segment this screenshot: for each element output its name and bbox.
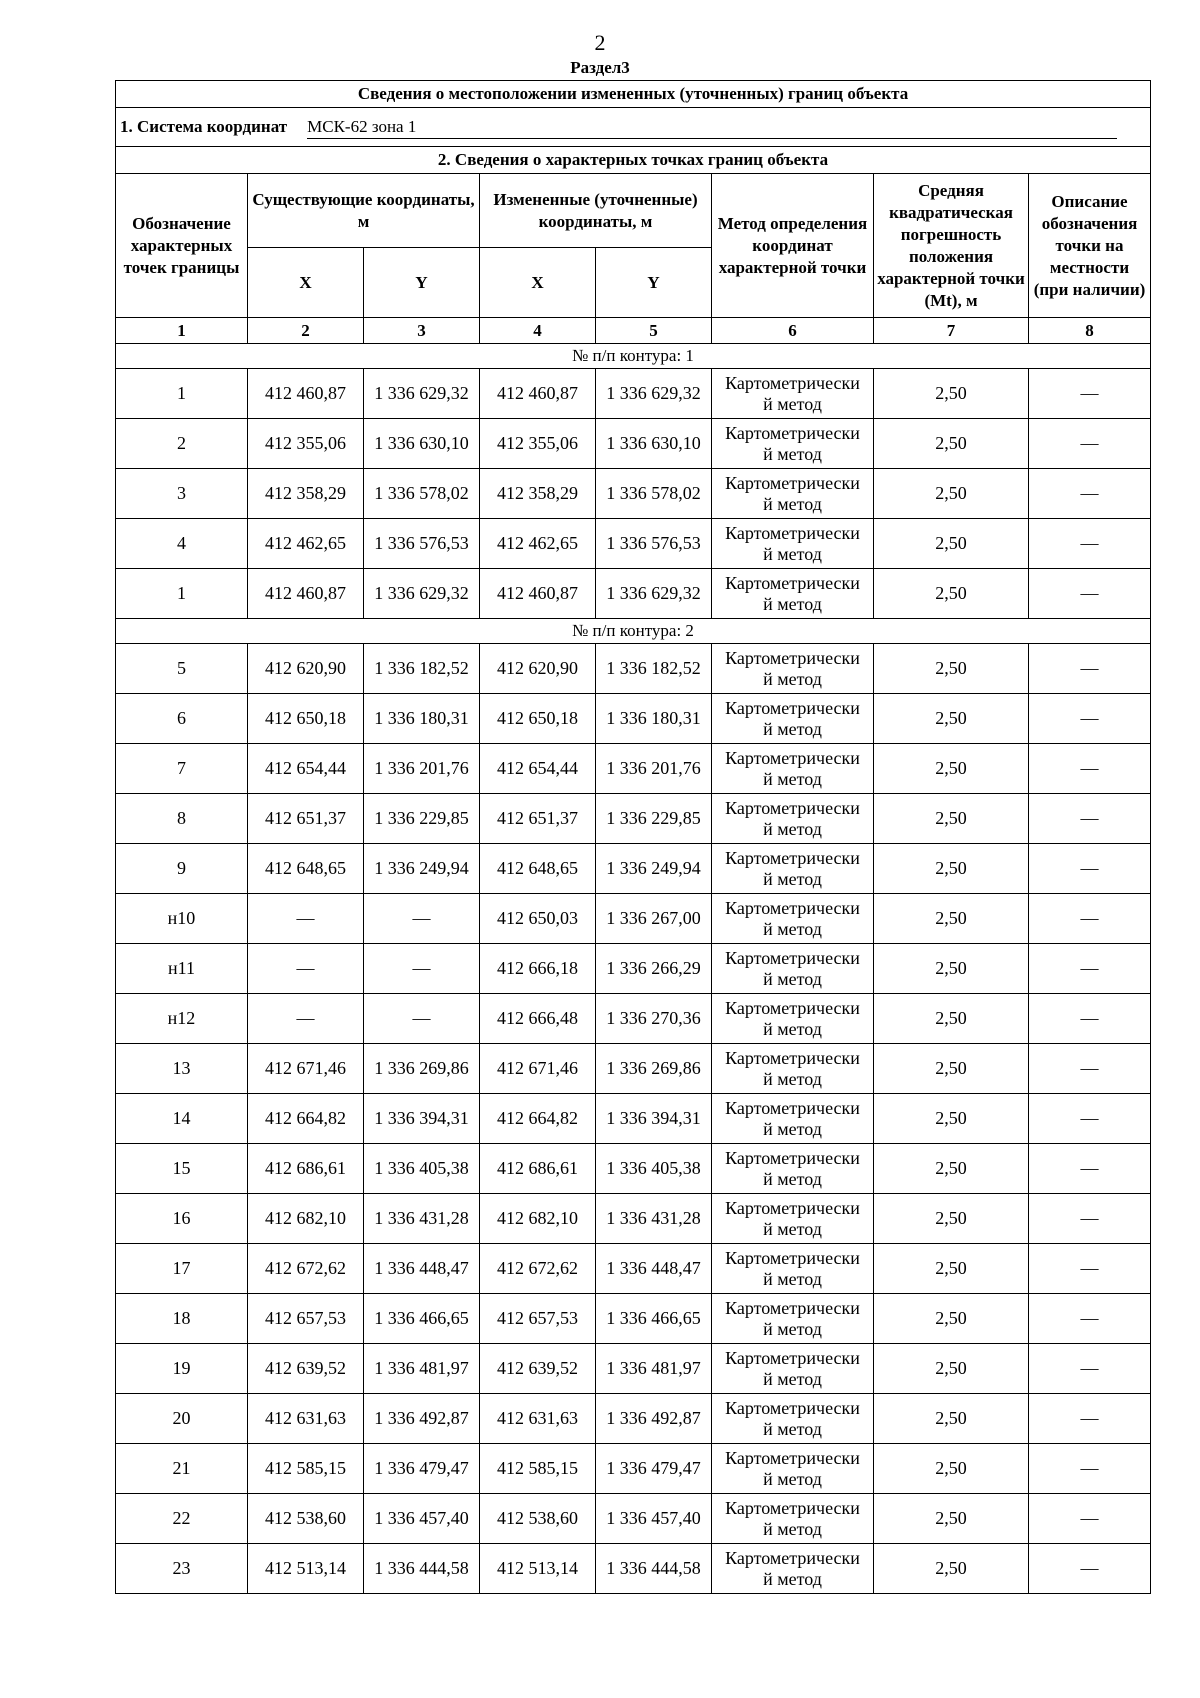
point-description: — xyxy=(1029,369,1151,419)
header-point-designation: Обозначение характерных точек границы xyxy=(116,174,248,318)
mean-error: 2,50 xyxy=(874,1194,1029,1244)
mean-error: 2,50 xyxy=(874,1144,1029,1194)
updated-y: 1 336 405,38 xyxy=(596,1144,712,1194)
column-number: 7 xyxy=(874,318,1029,344)
point-id: н12 xyxy=(116,994,248,1044)
mean-error: 2,50 xyxy=(874,1244,1029,1294)
point-id: н11 xyxy=(116,944,248,994)
point-id: н10 xyxy=(116,894,248,944)
method-cell xyxy=(712,894,874,944)
existing-y: 1 336 431,28 xyxy=(364,1194,480,1244)
table-row xyxy=(116,369,1151,419)
method-line-2: й метод xyxy=(763,668,822,689)
method-line-1: Картометрически xyxy=(725,422,860,443)
header-method: Метод определения координат характерной точки xyxy=(712,174,874,318)
method-cell xyxy=(712,369,874,419)
point-description: — xyxy=(1029,469,1151,519)
header-updated-y: Y xyxy=(596,248,712,318)
updated-y: 1 336 457,40 xyxy=(596,1494,712,1544)
method-line-1: Картометрически xyxy=(725,1497,860,1518)
updated-x: 412 666,18 xyxy=(480,944,596,994)
existing-x: 412 672,62 xyxy=(248,1244,364,1294)
existing-y: 1 336 180,31 xyxy=(364,694,480,744)
table-row xyxy=(116,944,1151,994)
mean-error: 2,50 xyxy=(874,994,1029,1044)
method-line-2: й метод xyxy=(763,1118,822,1139)
existing-y: 1 336 466,65 xyxy=(364,1294,480,1344)
method-line-1: Картометрически xyxy=(725,697,860,718)
existing-x: 412 462,65 xyxy=(248,519,364,569)
table-row xyxy=(116,644,1151,694)
method-line-2: й метод xyxy=(763,1268,822,1289)
method-line-1: Картометрически xyxy=(725,997,860,1018)
table-row xyxy=(116,844,1151,894)
method-line-1: Картометрически xyxy=(725,1397,860,1418)
mean-error: 2,50 xyxy=(874,1394,1029,1444)
method-cell xyxy=(712,1094,874,1144)
section-title: Раздел3 xyxy=(570,58,630,77)
method-line-1: Картометрически xyxy=(725,1197,860,1218)
existing-y: 1 336 269,86 xyxy=(364,1044,480,1094)
point-id: 17 xyxy=(116,1244,248,1294)
existing-y: 1 336 448,47 xyxy=(364,1244,480,1294)
point-description: — xyxy=(1029,694,1151,744)
method-line-2: й метод xyxy=(763,718,822,739)
point-id: 19 xyxy=(116,1344,248,1394)
method-line-2: й метод xyxy=(763,1518,822,1539)
method-line-1: Картометрически xyxy=(725,472,860,493)
existing-x: 412 460,87 xyxy=(248,369,364,419)
updated-x: 412 648,65 xyxy=(480,844,596,894)
method-cell xyxy=(712,694,874,744)
point-id: 8 xyxy=(116,794,248,844)
updated-x: 412 657,53 xyxy=(480,1294,596,1344)
point-id: 23 xyxy=(116,1544,248,1594)
updated-y: 1 336 229,85 xyxy=(596,794,712,844)
mean-error: 2,50 xyxy=(874,1444,1029,1494)
mean-error: 2,50 xyxy=(874,794,1029,844)
existing-y: 1 336 630,10 xyxy=(364,419,480,469)
point-id: 20 xyxy=(116,1394,248,1444)
method-line-1: Картометрически xyxy=(725,897,860,918)
point-description: — xyxy=(1029,794,1151,844)
updated-x: 412 513,14 xyxy=(480,1544,596,1594)
method-cell xyxy=(712,1044,874,1094)
mean-error: 2,50 xyxy=(874,1294,1029,1344)
point-description: — xyxy=(1029,519,1151,569)
page-number: 2 xyxy=(594,30,606,55)
updated-x: 412 672,62 xyxy=(480,1244,596,1294)
method-line-1: Картометрически xyxy=(725,847,860,868)
existing-y: — xyxy=(364,944,480,994)
method-line-2: й метод xyxy=(763,493,822,514)
point-description: — xyxy=(1029,1544,1151,1594)
point-description: — xyxy=(1029,994,1151,1044)
method-line-2: й метод xyxy=(763,1568,822,1589)
updated-y: 1 336 629,32 xyxy=(596,369,712,419)
point-description: — xyxy=(1029,844,1151,894)
updated-x: 412 682,10 xyxy=(480,1194,596,1244)
updated-y: 1 336 182,52 xyxy=(596,644,712,694)
mean-error: 2,50 xyxy=(874,844,1029,894)
point-description: — xyxy=(1029,1044,1151,1094)
mean-error: 2,50 xyxy=(874,569,1029,619)
point-description: — xyxy=(1029,419,1151,469)
method-cell xyxy=(712,1394,874,1444)
table-row xyxy=(116,469,1151,519)
method-line-1: Картометрически xyxy=(725,797,860,818)
method-line-2: й метод xyxy=(763,868,822,889)
updated-y: 1 336 394,31 xyxy=(596,1094,712,1144)
point-id: 16 xyxy=(116,1194,248,1244)
table-row xyxy=(116,994,1151,1044)
contour-header-row xyxy=(116,344,1151,369)
updated-x: 412 585,15 xyxy=(480,1444,596,1494)
point-id: 7 xyxy=(116,744,248,794)
updated-y: 1 336 630,10 xyxy=(596,419,712,469)
header-existing-coords: Существующие координаты, м xyxy=(248,174,480,248)
header-mean-error: Средняя квадратическая погрешность положения характерной точки (Mt), м xyxy=(874,174,1029,318)
table-row xyxy=(116,1044,1151,1094)
existing-y: 1 336 444,58 xyxy=(364,1544,480,1594)
existing-x: 412 585,15 xyxy=(248,1444,364,1494)
table-row xyxy=(116,1294,1151,1344)
point-id: 2 xyxy=(116,419,248,469)
existing-y: 1 336 394,31 xyxy=(364,1094,480,1144)
existing-y: 1 336 576,53 xyxy=(364,519,480,569)
header-existing-x: X xyxy=(248,248,364,318)
method-cell xyxy=(712,1344,874,1394)
table-row xyxy=(116,1194,1151,1244)
method-line-2: й метод xyxy=(763,593,822,614)
existing-x: 412 538,60 xyxy=(248,1494,364,1544)
existing-x: 412 460,87 xyxy=(248,569,364,619)
table-row xyxy=(116,1344,1151,1394)
method-cell xyxy=(712,1144,874,1194)
coord-system-value: МСК-62 зона 1 xyxy=(307,116,1117,139)
existing-x: 412 355,06 xyxy=(248,419,364,469)
method-line-2: й метод xyxy=(763,1218,822,1239)
updated-y: 1 336 492,87 xyxy=(596,1394,712,1444)
method-cell xyxy=(712,794,874,844)
method-line-1: Картометрически xyxy=(725,1297,860,1318)
updated-y: 1 336 249,94 xyxy=(596,844,712,894)
updated-y: 1 336 479,47 xyxy=(596,1444,712,1494)
updated-y: 1 336 576,53 xyxy=(596,519,712,569)
method-line-2: й метод xyxy=(763,443,822,464)
updated-x: 412 631,63 xyxy=(480,1394,596,1444)
mean-error: 2,50 xyxy=(874,1094,1029,1144)
updated-y: 1 336 444,58 xyxy=(596,1544,712,1594)
table-row xyxy=(116,794,1151,844)
method-cell xyxy=(712,1494,874,1544)
table-row xyxy=(116,744,1151,794)
point-id: 6 xyxy=(116,694,248,744)
point-description: — xyxy=(1029,944,1151,994)
method-cell xyxy=(712,519,874,569)
existing-x: 412 513,14 xyxy=(248,1544,364,1594)
method-cell xyxy=(712,994,874,1044)
method-line-1: Картометрически xyxy=(725,647,860,668)
mean-error: 2,50 xyxy=(874,1344,1029,1394)
updated-x: 412 686,61 xyxy=(480,1144,596,1194)
existing-x: 412 651,37 xyxy=(248,794,364,844)
point-id: 14 xyxy=(116,1094,248,1144)
mean-error: 2,50 xyxy=(874,744,1029,794)
updated-x: 412 538,60 xyxy=(480,1494,596,1544)
mean-error: 2,50 xyxy=(874,644,1029,694)
mean-error: 2,50 xyxy=(874,1494,1029,1544)
point-description: — xyxy=(1029,1144,1151,1194)
existing-x: 412 671,46 xyxy=(248,1044,364,1094)
points-title: 2. Сведения о характерных точках границ объекта xyxy=(116,147,1151,174)
contour-label: № п/п контура: 1 xyxy=(116,344,1151,369)
updated-x: 412 666,48 xyxy=(480,994,596,1044)
updated-y: 1 336 466,65 xyxy=(596,1294,712,1344)
method-line-1: Картометрически xyxy=(725,1547,860,1568)
method-line-1: Картометрически xyxy=(725,1047,860,1068)
method-line-1: Картометрически xyxy=(725,572,860,593)
point-id: 5 xyxy=(116,644,248,694)
method-cell xyxy=(712,469,874,519)
point-description: — xyxy=(1029,894,1151,944)
existing-x: 412 664,82 xyxy=(248,1094,364,1144)
table-row xyxy=(116,1544,1151,1594)
method-line-1: Картометрически xyxy=(725,947,860,968)
existing-x: 412 631,63 xyxy=(248,1394,364,1444)
mean-error: 2,50 xyxy=(874,519,1029,569)
point-id: 21 xyxy=(116,1444,248,1494)
contour-header-row xyxy=(116,619,1151,644)
existing-y: 1 336 249,94 xyxy=(364,844,480,894)
existing-x: 412 639,52 xyxy=(248,1344,364,1394)
point-id: 15 xyxy=(116,1144,248,1194)
method-line-1: Картометрически xyxy=(725,1097,860,1118)
point-id: 1 xyxy=(116,569,248,619)
method-cell xyxy=(712,844,874,894)
method-cell xyxy=(712,1294,874,1344)
method-line-1: Картометрически xyxy=(725,522,860,543)
existing-y: 1 336 479,47 xyxy=(364,1444,480,1494)
point-description: — xyxy=(1029,1194,1151,1244)
existing-y: 1 336 629,32 xyxy=(364,369,480,419)
updated-x: 412 460,87 xyxy=(480,569,596,619)
method-line-2: й метод xyxy=(763,1068,822,1089)
updated-y: 1 336 629,32 xyxy=(596,569,712,619)
method-cell xyxy=(712,1444,874,1494)
method-line-1: Картометрически xyxy=(725,372,860,393)
updated-x: 412 650,18 xyxy=(480,694,596,744)
point-description: — xyxy=(1029,1344,1151,1394)
header-existing-y: Y xyxy=(364,248,480,318)
table-row xyxy=(116,894,1151,944)
point-description: — xyxy=(1029,744,1151,794)
point-id: 13 xyxy=(116,1044,248,1094)
method-cell xyxy=(712,944,874,994)
method-line-2: й метод xyxy=(763,543,822,564)
method-line-1: Картометрически xyxy=(725,1347,860,1368)
point-id: 1 xyxy=(116,369,248,419)
header-updated-x: X xyxy=(480,248,596,318)
method-line-1: Картометрически xyxy=(725,1447,860,1468)
method-line-2: й метод xyxy=(763,1418,822,1439)
updated-y: 1 336 270,36 xyxy=(596,994,712,1044)
point-description: — xyxy=(1029,644,1151,694)
existing-x: — xyxy=(248,994,364,1044)
method-line-2: й метод xyxy=(763,968,822,989)
existing-y: 1 336 229,85 xyxy=(364,794,480,844)
updated-x: 412 462,65 xyxy=(480,519,596,569)
mean-error: 2,50 xyxy=(874,894,1029,944)
method-cell xyxy=(712,419,874,469)
mean-error: 2,50 xyxy=(874,1044,1029,1094)
existing-x: 412 654,44 xyxy=(248,744,364,794)
table-row xyxy=(116,569,1151,619)
header-description: Описание обозначения точки на местности (при наличии) xyxy=(1029,174,1151,318)
table-row xyxy=(116,1394,1151,1444)
method-line-1: Картометрически xyxy=(725,747,860,768)
mean-error: 2,50 xyxy=(874,419,1029,469)
existing-y: 1 336 405,38 xyxy=(364,1144,480,1194)
column-number: 6 xyxy=(712,318,874,344)
updated-x: 412 358,29 xyxy=(480,469,596,519)
point-description: — xyxy=(1029,1294,1151,1344)
existing-y: 1 336 481,97 xyxy=(364,1344,480,1394)
boundary-points-table xyxy=(115,80,1151,1594)
point-id: 4 xyxy=(116,519,248,569)
table-row xyxy=(116,694,1151,744)
coord-system-row xyxy=(116,108,1151,147)
method-line-2: й метод xyxy=(763,1468,822,1489)
updated-y: 1 336 201,76 xyxy=(596,744,712,794)
updated-y: 1 336 578,02 xyxy=(596,469,712,519)
method-line-2: й метод xyxy=(763,1018,822,1039)
header-updated-coords: Измененные (уточненные) координаты, м xyxy=(480,174,712,248)
updated-x: 412 620,90 xyxy=(480,644,596,694)
existing-x: 412 620,90 xyxy=(248,644,364,694)
table-row xyxy=(116,1494,1151,1544)
updated-x: 412 654,44 xyxy=(480,744,596,794)
method-line-2: й метод xyxy=(763,818,822,839)
point-description: — xyxy=(1029,1394,1151,1444)
column-number: 2 xyxy=(248,318,364,344)
point-id: 9 xyxy=(116,844,248,894)
method-cell xyxy=(712,1244,874,1294)
method-cell xyxy=(712,744,874,794)
method-cell xyxy=(712,569,874,619)
table-row xyxy=(116,519,1151,569)
point-description: — xyxy=(1029,569,1151,619)
existing-y: 1 336 182,52 xyxy=(364,644,480,694)
updated-y: 1 336 481,97 xyxy=(596,1344,712,1394)
updated-x: 412 355,06 xyxy=(480,419,596,469)
existing-y: 1 336 492,87 xyxy=(364,1394,480,1444)
updated-y: 1 336 267,00 xyxy=(596,894,712,944)
mean-error: 2,50 xyxy=(874,944,1029,994)
existing-x: 412 686,61 xyxy=(248,1144,364,1194)
existing-x: 412 657,53 xyxy=(248,1294,364,1344)
point-id: 18 xyxy=(116,1294,248,1344)
updated-y: 1 336 431,28 xyxy=(596,1194,712,1244)
existing-x: 412 650,18 xyxy=(248,694,364,744)
table-row xyxy=(116,1444,1151,1494)
existing-y: 1 336 201,76 xyxy=(364,744,480,794)
method-line-2: й метод xyxy=(763,1168,822,1189)
coord-system-label: 1. Система координат xyxy=(120,116,288,136)
point-description: — xyxy=(1029,1494,1151,1544)
updated-x: 412 651,37 xyxy=(480,794,596,844)
table-row xyxy=(116,1144,1151,1194)
table-row xyxy=(116,1244,1151,1294)
method-line-1: Картометрически xyxy=(725,1147,860,1168)
point-id: 22 xyxy=(116,1494,248,1544)
column-number: 8 xyxy=(1029,318,1151,344)
mean-error: 2,50 xyxy=(874,369,1029,419)
existing-x: — xyxy=(248,894,364,944)
method-line-2: й метод xyxy=(763,1318,822,1339)
updated-x: 412 671,46 xyxy=(480,1044,596,1094)
mean-error: 2,50 xyxy=(874,694,1029,744)
existing-y: 1 336 578,02 xyxy=(364,469,480,519)
table-row xyxy=(116,1094,1151,1144)
existing-y: — xyxy=(364,894,480,944)
method-line-2: й метод xyxy=(763,918,822,939)
column-number: 4 xyxy=(480,318,596,344)
point-description: — xyxy=(1029,1244,1151,1294)
existing-x: 412 648,65 xyxy=(248,844,364,894)
method-line-2: й метод xyxy=(763,393,822,414)
table-title: Сведения о местоположении измененных (уточненных) границ объекта xyxy=(116,81,1151,108)
method-cell xyxy=(712,644,874,694)
existing-x: 412 682,10 xyxy=(248,1194,364,1244)
existing-y: — xyxy=(364,994,480,1044)
table-row xyxy=(116,419,1151,469)
contour-label: № п/п контура: 2 xyxy=(116,619,1151,644)
method-line-1: Картометрически xyxy=(725,1247,860,1268)
existing-y: 1 336 629,32 xyxy=(364,569,480,619)
method-line-2: й метод xyxy=(763,1368,822,1389)
column-number: 5 xyxy=(596,318,712,344)
point-description: — xyxy=(1029,1444,1151,1494)
mean-error: 2,50 xyxy=(874,1544,1029,1594)
method-cell xyxy=(712,1194,874,1244)
column-number: 1 xyxy=(116,318,248,344)
method-cell xyxy=(712,1544,874,1594)
existing-x: 412 358,29 xyxy=(248,469,364,519)
updated-y: 1 336 269,86 xyxy=(596,1044,712,1094)
updated-x: 412 650,03 xyxy=(480,894,596,944)
updated-y: 1 336 180,31 xyxy=(596,694,712,744)
updated-x: 412 460,87 xyxy=(480,369,596,419)
existing-y: 1 336 457,40 xyxy=(364,1494,480,1544)
column-number: 3 xyxy=(364,318,480,344)
updated-y: 1 336 448,47 xyxy=(596,1244,712,1294)
updated-y: 1 336 266,29 xyxy=(596,944,712,994)
method-line-2: й метод xyxy=(763,768,822,789)
point-id: 3 xyxy=(116,469,248,519)
updated-x: 412 639,52 xyxy=(480,1344,596,1394)
point-description: — xyxy=(1029,1094,1151,1144)
existing-x: — xyxy=(248,944,364,994)
updated-x: 412 664,82 xyxy=(480,1094,596,1144)
mean-error: 2,50 xyxy=(874,469,1029,519)
header-column-numbers xyxy=(116,318,1151,344)
